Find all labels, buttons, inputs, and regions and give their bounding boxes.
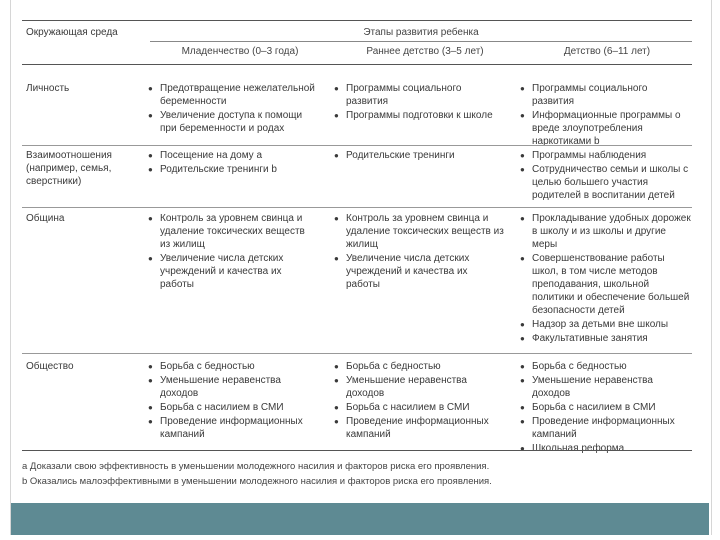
list-item: ● Родительские тренинги b [148, 163, 316, 176]
table-top-rule [22, 20, 692, 21]
row-label-society: Общество [26, 361, 74, 372]
list-item: ● Борьба с бедностью [148, 360, 316, 373]
stage-header-infancy: Младенчество (0–3 года) [181, 46, 299, 57]
list-item: ● Контроль за уровнем свинца и удаление токсических веществ из жилищ [148, 212, 316, 251]
list-item: ● Увеличение числа детских учреждений и качества их работы [334, 252, 504, 291]
list-item: ● Посещение на дому a [148, 149, 316, 162]
stage-header-early-childhood: Раннее детство (3–5 лет) [366, 46, 484, 57]
list-item: ● Увеличение доступа к помощи при беременности и родах [148, 109, 316, 135]
footnote-a: a Доказали свою эффективность в уменьшении молодежного насилия и факторов риска его проявления. [22, 461, 490, 472]
list-item: ● Проведение информационных кампаний [520, 415, 692, 441]
list-item: ● Надзор за детьми вне школы [520, 318, 692, 331]
list-item: ● Родительские тренинги [334, 149, 504, 162]
list-item: ● Проведение информационных кампаний [148, 415, 316, 441]
list-item: ● Борьба с насилием в СМИ [520, 401, 692, 414]
list-item: ● Борьба с бедностью [334, 360, 504, 373]
header-bottom-rule [22, 64, 692, 65]
stage-header-childhood: Детство (6–11 лет) [563, 46, 651, 57]
cell-community-childhood [520, 212, 692, 346]
cell-relationships-childhood [520, 149, 692, 203]
header-sub-rule [150, 41, 692, 42]
list-item: ● Уменьшение неравенства доходов [148, 374, 316, 400]
list-item: ● Информационные программы о вреде злоупотребления наркотиками b [520, 109, 692, 148]
list-item: ● Борьба с насилием в СМИ [148, 401, 316, 414]
row-rule [22, 353, 692, 354]
row-rule [22, 207, 692, 208]
list-item: ● Борьба с насилием в СМИ [334, 401, 504, 414]
list-item: ● Увеличение числа детских учреждений и качества их работы [148, 252, 316, 291]
list-item: ● Проведение информационных кампаний [334, 415, 504, 441]
row-label-personality: Личность [26, 83, 70, 94]
cell-personality-childhood [520, 82, 692, 149]
group-header: Этапы развития ребенка [363, 27, 479, 38]
cell-personality-early [334, 82, 504, 123]
cell-society-infancy [148, 360, 316, 442]
list-item: ● Контроль за уровнем свинца и удаление токсических веществ из жилищ [334, 212, 504, 251]
footnote-b: b Оказались малоэффективными в уменьшении молодежного насилия и факторов риска его проявления. [22, 476, 492, 487]
list-item: ● Предотвращение нежелательной беременности [148, 82, 316, 108]
list-item: ● Уменьшение неравенства доходов [334, 374, 504, 400]
row-label-community: Община [26, 213, 65, 224]
list-item: ● Программы социального развития [334, 82, 504, 108]
list-item: ● Борьба с бедностью [520, 360, 692, 373]
footer-color-bar [11, 503, 709, 535]
cell-society-childhood [520, 360, 692, 456]
cell-relationships-infancy [148, 149, 316, 177]
list-item: ● Прокладывание удобных дорожек в школу и из школы и другие меры [520, 212, 692, 251]
corner-header: Окружающая среда [26, 27, 118, 38]
list-item: ● Программы подготовки к школе [334, 109, 504, 122]
cell-personality-infancy [148, 82, 316, 136]
list-item: ● Программы наблюдения [520, 149, 692, 162]
list-item: ● Программы социального развития [520, 82, 692, 108]
cell-relationships-early [334, 149, 504, 163]
cell-community-early [334, 212, 504, 292]
row-label-relationships: Взаимоотношения (например, семья, сверстники) [26, 150, 112, 187]
table-bottom-rule [22, 450, 692, 451]
cell-community-infancy [148, 212, 316, 292]
row-rule [22, 145, 692, 146]
list-item: ● Школьная реформа [520, 442, 692, 455]
list-item: ● Совершенствование работы школ, в том числе методов преподавания, школьной политики и обеспечение большей безопасности детей [520, 252, 692, 317]
cell-society-early [334, 360, 504, 442]
list-item: ● Уменьшение неравенства доходов [520, 374, 692, 400]
list-item: ● Сотрудничество семьи и школы с целью большего участия родителей в воспитании детей [520, 163, 692, 202]
list-item: ● Факультативные занятия [520, 332, 692, 345]
